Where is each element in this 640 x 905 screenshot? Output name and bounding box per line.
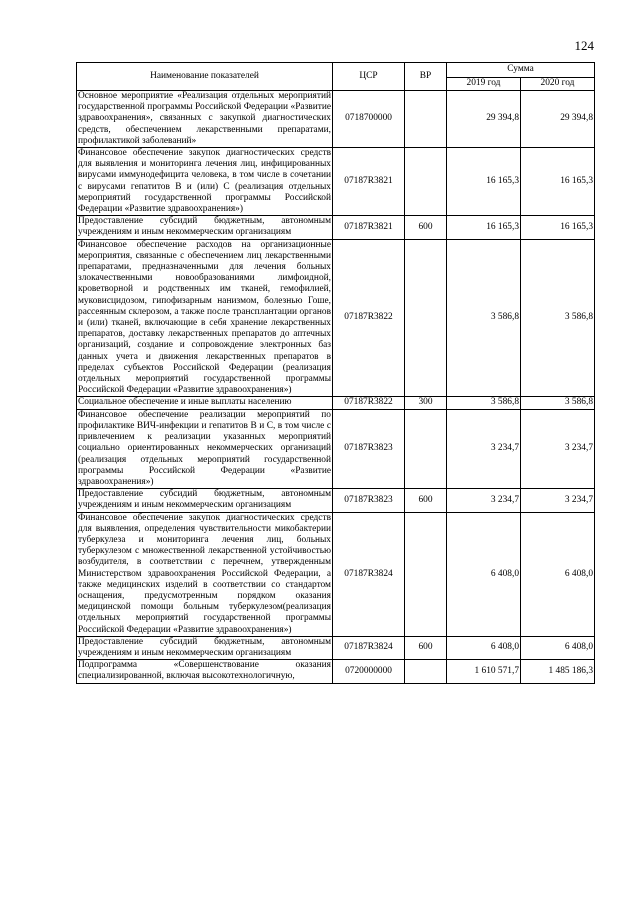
row-amount-2019: 3 586,8 (447, 397, 521, 409)
row-vr: 600 (405, 489, 447, 512)
row-amount-2020: 29 394,8 (521, 91, 595, 148)
table-row (77, 636, 595, 659)
row-amount-2019: 29 394,8 (447, 91, 521, 148)
row-name: Финансовое обеспечение реализации мероприятий по профилактике ВИЧ-инфекции и гепатитов B и C, в том числе с привлечением к реализации указанных мероприятий социально ориентированных некоммерческих организаций (реализация отдельных мероприятий государственной программы Российской Федерации «Развитие здравоохранения») (78, 409, 331, 487)
header-vr: ВР (405, 63, 447, 91)
row-amount-2020: 3 586,8 (521, 397, 595, 409)
row-vr (405, 239, 447, 397)
row-amount-2020: 6 408,0 (521, 636, 595, 659)
table-row (77, 216, 595, 239)
row-amount-2020: 3 234,7 (521, 489, 595, 512)
table-row (77, 489, 595, 512)
header-year-2020: 2020 год (521, 78, 595, 91)
page-number: 124 (574, 38, 594, 53)
row-name: Предоставление субсидий бюджетным, автономным учреждениям и иным некоммерческим организациям (78, 216, 331, 238)
row-amount-2019: 1 610 571,7 (447, 660, 521, 683)
table-row (77, 91, 595, 148)
row-amount-2019: 3 234,7 (447, 409, 521, 488)
row-vr (405, 512, 447, 636)
header-sum: Сумма (447, 63, 595, 78)
row-csr: 07187R3823 (333, 409, 405, 488)
header-csr: ЦСР (333, 63, 405, 91)
row-csr: 07187R3822 (333, 239, 405, 397)
row-amount-2019: 6 408,0 (447, 512, 521, 636)
table-row (77, 660, 595, 683)
table-row (77, 397, 595, 409)
row-vr (405, 148, 447, 216)
row-csr: 07187R3824 (333, 636, 405, 659)
row-csr: 07187R3821 (333, 148, 405, 216)
row-csr: 07187R3824 (333, 512, 405, 636)
row-csr: 0720000000 (333, 660, 405, 683)
header-year-2019: 2019 год (447, 78, 521, 91)
row-amount-2019: 6 408,0 (447, 636, 521, 659)
row-amount-2019: 3 234,7 (447, 489, 521, 512)
row-vr (405, 91, 447, 148)
row-name: Основное мероприятие «Реализация отдельных мероприятий государственной программы Российской Федерации «Развитие здравоохранения», связанных с закупкой диагностических средств, обеспечением лекарственными препаратами, профилактикой заболеваний» (78, 91, 331, 146)
row-amount-2020: 6 408,0 (521, 512, 595, 636)
row-name: Финансовое обеспечение расходов на организационные мероприятия, связанные с обеспечением лиц лекарственными препаратами, предназначенными для лечения больных злокачественными новообразованиями лимфоидной, кроветворной и родственных им тканей, гемофилией, муковисцидозом, гипофизарным нанизмом, болезнью Гоше, рассеянным склерозом, а также после трансплантации органов и (или) тканей, включающие в себя хранение лекарственных препаратов, доставку лекарственных препаратов до аптечных организаций, создание и сопровождение электронных баз данных учета и движения лекарственных препаратов в пределах субъектов Российской Федерации (реализация отдельных мероприятий государственной программы Российской Федерации «Развитие здравоохранения») (78, 239, 331, 396)
row-amount-2019: 3 586,8 (447, 239, 521, 397)
row-name: Финансовое обеспечение закупок диагностических средств для выявления и мониторинга лечения лиц, инфицированных вирусами иммунодефицита человека, в том числе в сочетании с вирусами гепатитов B и (или) C (реализация отдельных мероприятий государственной программы Российской Федерации «Развитие здравоохранения») (78, 148, 331, 215)
row-amount-2020: 16 165,3 (521, 216, 595, 239)
row-amount-2019: 16 165,3 (447, 148, 521, 216)
budget-table (76, 62, 595, 684)
row-amount-2020: 16 165,3 (521, 148, 595, 216)
table-row (77, 512, 595, 636)
row-name: Подпрограмма «Совершенствование оказания специализированной, включая высокотехнологичную, (78, 660, 331, 682)
row-name: Социальное обеспечение и иные выплаты населению (77, 397, 333, 409)
row-amount-2020: 3 234,7 (521, 409, 595, 488)
row-csr: 07187R3822 (333, 397, 405, 409)
table-row (77, 239, 595, 397)
row-name: Финансовое обеспечение закупок диагностических средств для выявления, определения чувствительности микобактерии туберкулеза и мониторинга лечения лиц, больных туберкулезом с множественной лекарственной устойчивостью возбудителя, в соответствии с перечнем, утвержденным Министерством здравоохранения Российской Федерации, а также медицинских изделий в соответствии со стандартом оснащения, предусмотренным порядком оказания медицинской помощи больным туберкулезом(реализация отдельных мероприятий государственной программы Российской Федерации «Развитие здравоохранения») (78, 512, 331, 635)
row-amount-2020: 3 586,8 (521, 239, 595, 397)
row-vr (405, 660, 447, 683)
row-vr (405, 409, 447, 488)
row-vr: 600 (405, 216, 447, 239)
row-csr: 07187R3821 (333, 216, 405, 239)
row-name: Предоставление субсидий бюджетным, автономным учреждениям и иным некоммерческим организациям (78, 489, 331, 511)
row-vr: 600 (405, 636, 447, 659)
table-row (77, 409, 595, 488)
row-csr: 07187R3823 (333, 489, 405, 512)
table-row (77, 148, 595, 216)
row-name: Предоставление субсидий бюджетным, автономным учреждениям и иным некоммерческим организациям (78, 636, 331, 658)
row-amount-2019: 16 165,3 (447, 216, 521, 239)
header-name: Наименование показателей (77, 63, 333, 91)
row-csr: 0718700000 (333, 91, 405, 148)
row-vr: 300 (405, 397, 447, 409)
row-amount-2020: 1 485 186,3 (521, 660, 595, 683)
